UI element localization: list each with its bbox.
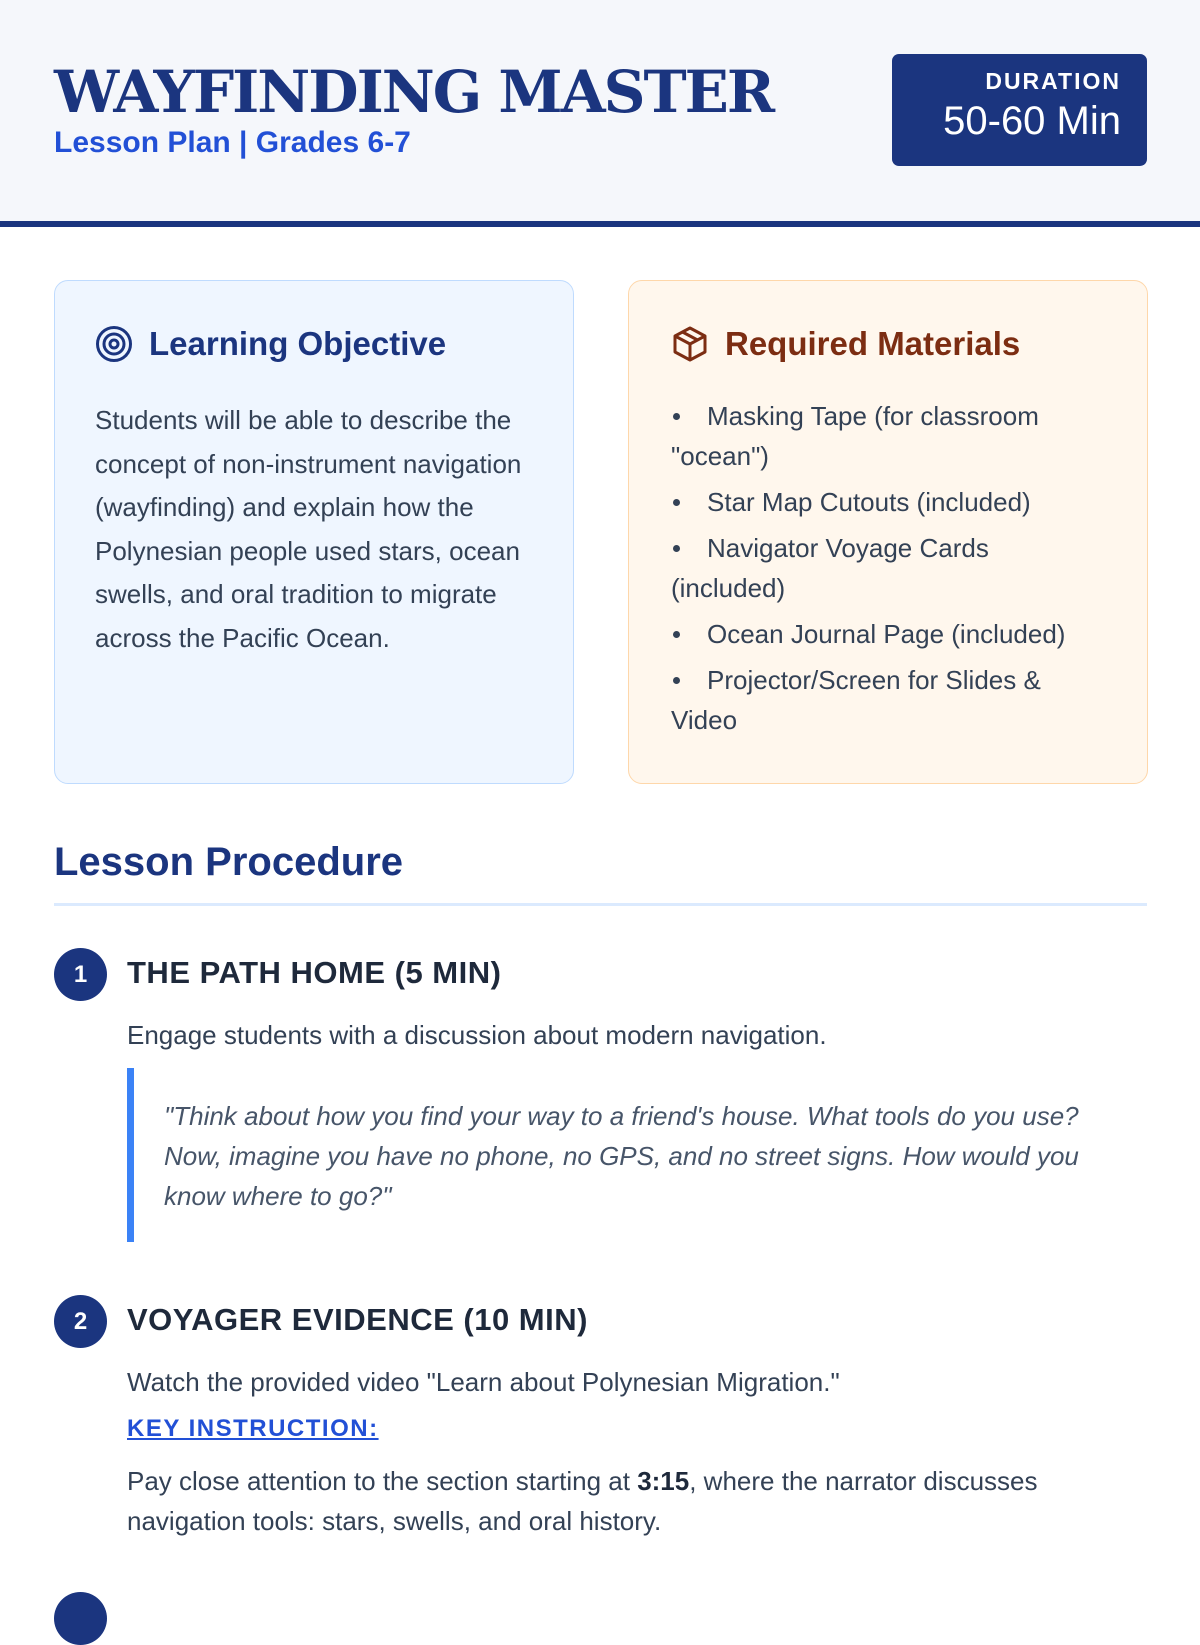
section-divider <box>54 903 1147 906</box>
learning-objective-card <box>54 280 574 784</box>
page-title: WAYFINDING MASTER <box>54 58 774 126</box>
required-materials-heading <box>671 325 1107 363</box>
step-2-number: 2 <box>54 1295 107 1348</box>
step-1-text: Engage students with a discussion about modern navigation. <box>127 1020 827 1050</box>
duration-badge <box>892 54 1147 166</box>
list-item: Ocean Journal Page (included) <box>671 614 1107 654</box>
key-instruction-label: KEY INSTRUCTION: <box>127 1415 379 1442</box>
learning-objective-title: Learning Objective <box>149 325 447 362</box>
list-item: Projector/Screen for Slides & Video <box>671 660 1107 740</box>
required-materials-title: Required Materials <box>725 325 1021 362</box>
step-1-number: 1 <box>54 948 107 1001</box>
duration-label: DURATION <box>985 68 1121 94</box>
learning-objective-text: Students will be able to describe the concept of non-instrument navigation (wayfinding) and explain how the Polynesian people used stars, ocean swells, and oral tradition to migrate across the Pacific Ocean. <box>95 405 522 653</box>
step-2-text: Watch the provided video "Learn about Polynesian Migration." <box>127 1367 840 1397</box>
duration-value: 50-60 Min <box>943 99 1121 143</box>
learning-objective-heading <box>95 325 533 363</box>
target-icon <box>95 325 133 363</box>
page-subtitle: Lesson Plan | Grades 6-7 <box>54 126 411 159</box>
step-1-title: THE PATH HOME (5 MIN) <box>127 955 502 990</box>
required-materials-card <box>628 280 1148 784</box>
lesson-procedure-title: Lesson Procedure <box>54 840 404 884</box>
step-2-instruction: Pay close attention to the section starting at 3:15, where the narrator discusses navigation tools: stars, swells, and oral history. <box>127 1466 1038 1536</box>
materials-list <box>671 396 1107 740</box>
list-item: Masking Tape (for classroom "ocean") <box>671 396 1107 476</box>
page-header <box>0 0 1200 227</box>
step-1-quote: "Think about how you find your way to a friend's house. What tools do you use? Now, imagine you have no phone, no GPS, and no street signs. How would you know where to go?" <box>127 1068 1147 1242</box>
package-icon <box>671 325 709 363</box>
list-item: Star Map Cutouts (included) <box>671 482 1107 522</box>
instruction-timestamp: 3:15 <box>637 1466 690 1496</box>
list-item: Navigator Voyage Cards (included) <box>671 528 1107 608</box>
step-2-title: VOYAGER EVIDENCE (10 MIN) <box>127 1302 588 1337</box>
